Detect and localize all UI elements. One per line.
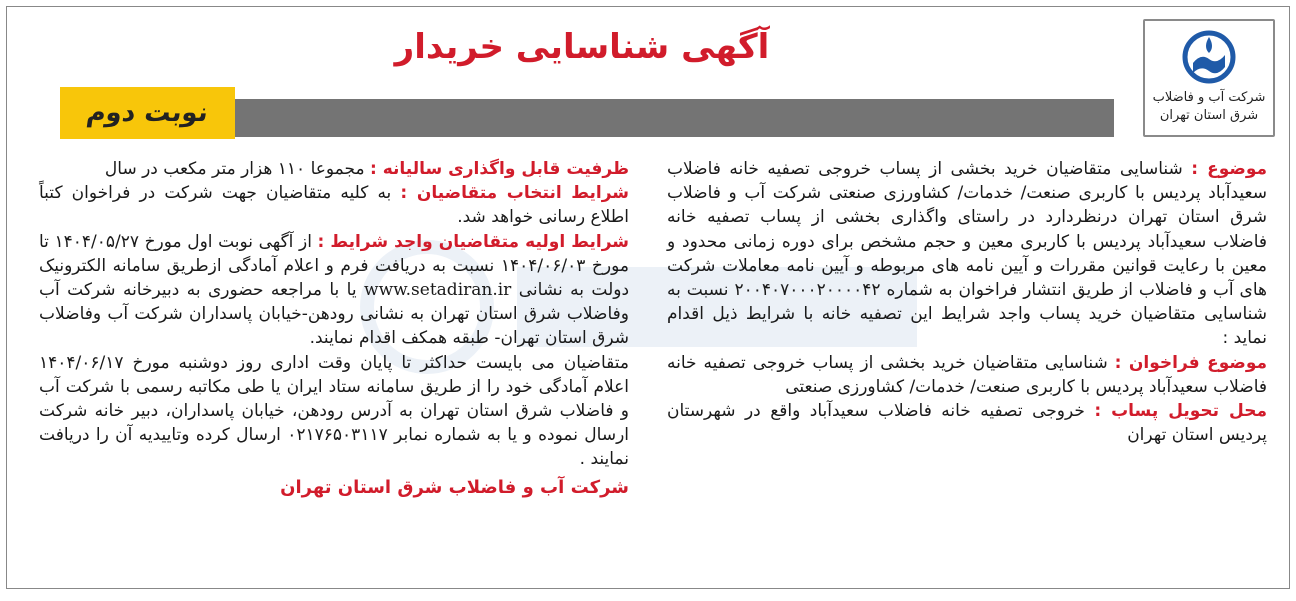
- turn-badge: [60, 87, 235, 139]
- signature: شرکت آب و فاضلاب شرق استان تهران: [280, 476, 629, 498]
- right-column: [667, 157, 1267, 447]
- call-subject-text: شناسایی متقاضیان خرید بخشی از پساب خروجی تصفیه خانه فاضلاب سعیدآباد پردیس با کاربری صنعت/ خدمات/ کشاورزی صنعتی: [667, 352, 1267, 397]
- capacity-label: ظرفیت قابل واگذاری سالیانه :: [370, 159, 629, 179]
- conditions-label: شرایط اولیه متقاضیان واجد شرایط :: [317, 231, 629, 252]
- deadline-text: متقاضیان می بایست حداکثر تا پایان وقت اداری روز دوشنبه مورخ ۱۴۰۴/۰۶/۱۷ اعلام آمادگی خود را از طریق سامانه ستاد ایران یا طی مکاتبه رسمی با شرکت آب و فاضلاب شرق استان تهران به آدرس رودهن، خیابان پاسداران، دبیر خانه شرکت ارسال نموده و یا به شماره نمابر ۰۲۱۷۶۵۰۳۱۱۷ ارسال کرده وتاییدیه آن را دریافت نمایند .: [39, 352, 629, 470]
- advertisement-page: [6, 6, 1290, 589]
- logo-line-1: شرکت آب و فاضلاب: [1152, 90, 1266, 105]
- company-logo-box: [1143, 19, 1275, 137]
- turn-badge-label: نوبت دوم: [84, 98, 211, 128]
- selection-label: شرایط انتخاب متقاضیان :: [400, 183, 629, 204]
- water-drop-logo-icon: [1181, 27, 1237, 85]
- logo-line-2: شرق استان تهران: [1159, 108, 1259, 123]
- call-subject-label: موضوع فراخوان :: [1114, 352, 1268, 373]
- delivery-label: محل تحویل پساب :: [1094, 401, 1267, 422]
- website-link[interactable]: www.setadiran.ir: [364, 280, 512, 301]
- left-column: [39, 157, 629, 500]
- subject-text: شناسایی متقاضیان خرید بخشی از پساب خروجی تصفیه خانه فاضلاب سعیدآباد پردیس با کاربری صنعت/ خدمات/ کشاورزی صنعتی شرکت آب و فاضلاب شرق استان تهران درنظردارد در راستای واگذاری بخشی از پساب تصفیه خانه فاضلاب سعیدآباد پردیس با کاربری معین و حجم مشخص برای دوره زمانی محدود و معین با رعایت قوانین مقررات و آیین نامه های مربوطه و آیین نامه معاملات شرکت های آب و فاضلاب از طریق انتشار فراخوان به شماره ۲۰۰۴۰۷۰۰۰۲۰۰۰۰۴۲ نسبت به شناسایی متقاضیان خرید پساب واجد شرایط این تصفیه خانه با شرایط ذیل اقدام نماید :: [667, 159, 1267, 349]
- ad-title: آگهی شناسایی خریدار: [394, 27, 770, 67]
- capacity-text: مجموعا ۱۱۰ هزار متر مکعب در سال: [104, 159, 365, 179]
- subject-label: موضوع :: [1191, 159, 1267, 179]
- conditions-text-b: یا با مراجعه حضوری به دبیرخانه شرکت آب وفاضلاب شرق استان تهران به نشانی رودهن-خیابان پاسداران شرکت آب وفاضلاب شرق استان تهران- طبقه همکف اقدام نمایند.: [39, 280, 629, 349]
- conditions-text-a: از آگهی نوبت اول مورخ ۱۴۰۴/۰۵/۲۷ تا مورخ ۱۴۰۴/۰۶/۰۳ نسبت به دریافت فرم و اعلام آمادگی ازطریق سامانه الکترونیک دولت به نشانی: [39, 231, 630, 301]
- header-divider-bar: [184, 99, 1114, 137]
- selection-text: به کلیه متقاضیان جهت شرکت در فراخوان کتباً اطلاع رسانی خواهد شد.: [39, 183, 629, 228]
- delivery-text: خروجی تصفیه خانه فاضلاب سعیدآباد واقع در شهرستان پردیس استان تهران: [667, 401, 1267, 446]
